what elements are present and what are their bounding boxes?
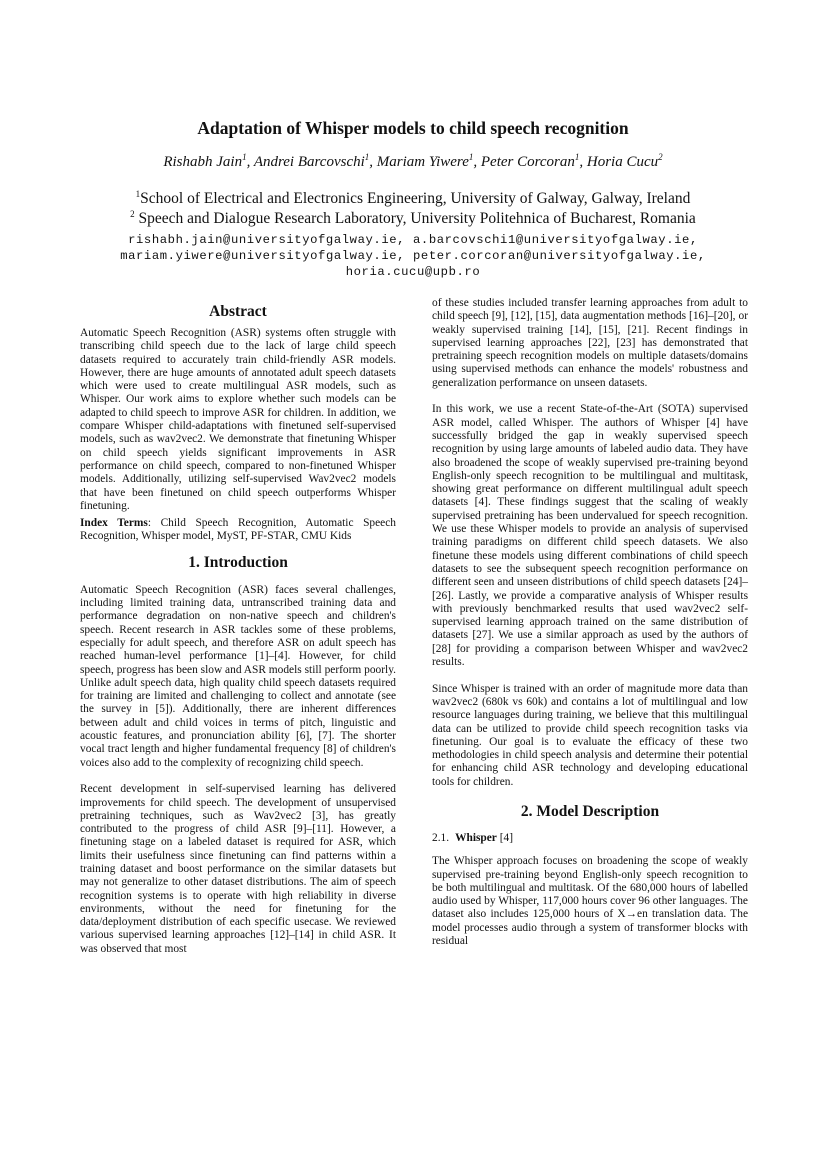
author-name: Horia Cucu [586,154,659,170]
affiliation-1 [0,190,826,208]
affiliation-2 [0,210,826,228]
author-separator: , [473,154,481,170]
subsection-number: 2.1. [432,831,450,844]
index-terms-text: : Child Speech Recognition, Automatic Speech Recognition, Whisper model, MyST, PF-STAR, CMU Kids [80,517,396,543]
author-affiliation-mark: 1 [468,152,474,162]
index-terms-label: Index Terms [80,517,148,530]
paper-title: Adaptation of Whisper models to child speech recognition [197,118,629,138]
model-description-heading: 2. Model Description [520,802,660,820]
body-paragraph: of these studies included transfer learning approaches from adult to child speech [9], [12], [15], data augmentation methods [16]–[20], or weakly supervised training [14], [15], [21]. Recent findings in supervised learning approaches [22], [23] has demonstrated that pretraining speech recognition models on multiple datasets/domains using supervised methods can enhance the models' robustness and generalization performance on unseen datasets. [432,297,748,389]
body-paragraph: The Whisper approach focuses on broadening the scope of weakly supervised pre-training beyond English-only speech recognition to be both multilingual and multitask. Of the 680,000 hours of labelled audio used by Whisper, 117,000 hours cover 96 other languages. The dataset also includes 125,000 hours of X→en translation data. The model processes audio through a system of transformer blocks with residual [432,855,748,948]
author-separator: , [579,154,587,170]
author-affiliation-mark: 1 [364,152,370,162]
author-affiliation-mark: 1 [242,152,247,162]
body-paragraph: Recent development in self-supervised learning has delivered improvements for child speech. The development of unsupervised pretraining techniques, such as Wav2vec2 [3], has greatly contributed to the progress of child ASR [9]–[11]. However, a finetuning stage on a labeled dataset is required for ASR, which limits their usefulness since finetuning can find patterns within a training dataset and boost performance on the similar datasets but may not generalize to other dataset distributions. The aim of speech recognition systems is to operate with high reliability in diverse environments, without the need for finetuning for the data/deployment distribution of each specific usecase. We reviewed various supervised learning approaches [12]–[14] in child ASR. It was observed that most [80,783,396,955]
author-separator: , [246,154,254,170]
subsection-heading [432,832,748,845]
email-line: rishabh.jain@universityofgalway.ie, a.barcovschi1@universityofgalway.ie, [128,233,698,247]
affiliation-mark: 1 [135,188,141,199]
abstract-heading: Abstract [209,303,267,320]
email-block [0,232,826,280]
author-name: Peter Corcoran [480,154,575,170]
left-column [80,297,396,956]
email-line: mariam.yiwere@universityofgalway.ie, peter.corcoran@universityofgalway.ie, [120,249,706,263]
affiliation-text: Speech and Dialogue Research Laboratory, University Politehnica of Bucharest, Romania [134,210,696,227]
body-paragraph: Since Whisper is trained with an order of magnitude more data than wav2vec2 (680k vs 60k) and contains a lot of multilingual and low resource languages during training, we believe that this multilingual data can be utilized to provide child speech recognition tasks via finetuning. Our goal is to evaluate the efficacy of these two methodologies in child speech analysis and determine their potential for enhancing child ASR technology and developing educational tools for children. [432,682,748,788]
affiliation-text: School of Electrical and Electronics Engineering, University of Galway, Galway, Ireland [140,190,691,207]
email-line: horia.cucu@upb.ro [345,265,481,279]
body-paragraph: In this work, we use a recent State-of-the-Art (SOTA) supervised ASR model, called Whisper. The authors of Whisper [4] have successfully bridged the gap in weakly supervised speech recognition by using large amounts of labeled audio data. They have also broadened the scope of weakly supervised pre-training beyond English-only speech recognition to be multilingual and multitask, showing great performance on different multilingual adult speech datasets [4]. These findings suggest that the scaling of weakly supervised pretraining has been undervalued for speech recognition. We use these Whisper models to provide an analysis of supervised training paradigms on different child speech datasets. We also finetune these models using different combinations of child speech datasets to see the subsequent speech recognition performance on different seen and unseen distributions of child speech datasets [24]–[26]. Lastly, we provide a comparative analysis of Whisper results with previously benchmarked results that used wav2vec2 self-supervised learning approach trained on the same distribution of datasets [27]. We use a similar approach as used by the authors of [28] for providing a comparison between Whisper and wav2vec2 results. [432,403,748,669]
index-terms [80,517,396,544]
author-list [0,154,826,171]
author-affiliation-mark: 1 [574,152,580,162]
author-separator: , [369,154,377,170]
introduction-heading: 1. Introduction [188,553,288,571]
abstract-text: Automatic Speech Recognition (ASR) systems often struggle with transcribing child speech due to the lack of large child speech datasets required to accurately train child-friendly ASR models. However, there are huge amounts of annotated adult speech datasets which were used to create multilingual ASR models, such as Whisper. Our work aims to explore whether such models can be adapted to child speech to improve ASR for children. In addition, we compare Whisper child-adaptations with finetuned self-supervised models, such as wav2vec2. We demonstrate that finetuning Whisper on child speech yields significant improvements in ASR performance on child speech, compared to non-finetuned Whisper models. Additionally, utilizing self-supervised Wav2vec2 models that have been finetuned on child speech outperforms Whisper finetuning. [80,327,396,512]
body-paragraph: Automatic Speech Recognition (ASR) faces several challenges, including limited training data, untranscribed training data and performance degradation on non-native speech and children's speech. Recent research in ASR tackles some of these problems, especially for adult speech, and therefore ASR on adult speech has reached human-level performance [1]–[4]. However, for child speech, progress has been slow and ASR models still perform poorly. Unlike adult speech data, high quality child speech datasets required for training are limited and challenging to collect and annotate (see the survey in [5]). Additionally, there are inherent differences between adult and child voices in terms of pitch, linguistic and acoustic features, and pronunciation ability [6], [7]. The shorter vocal tract length and higher fundamental frequency [8] of children's voices also add to the complexity of recognizing child speech. [80,583,396,769]
subsection-title: Whisper [455,831,497,844]
affiliation-mark: 2 [130,208,135,219]
right-column [432,297,748,948]
subsection-ref: [4] [496,831,514,844]
author-name: Rishabh Jain [163,154,243,170]
author-name: Andrei Barcovschi [253,154,365,170]
author-affiliation-mark: 2 [658,152,663,162]
author-name: Mariam Yiwere [376,154,469,170]
